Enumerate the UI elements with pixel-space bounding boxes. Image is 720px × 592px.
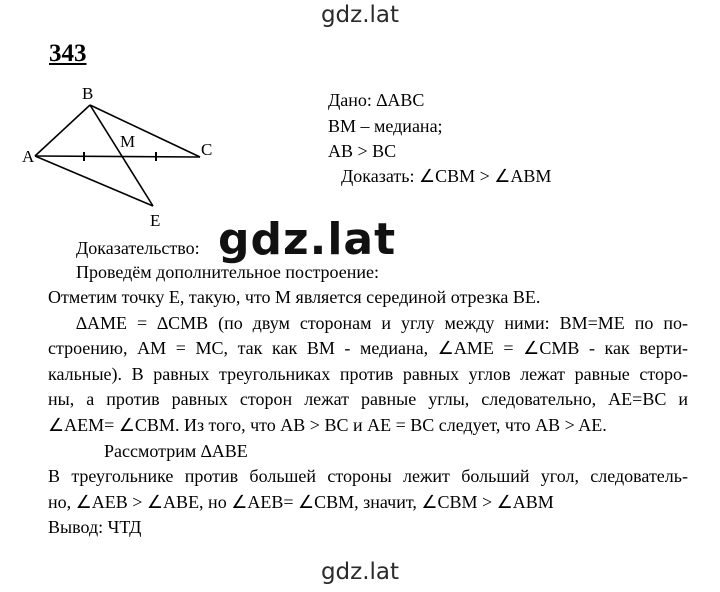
proof-line: ∠AEM= ∠CBM. Из того, что AB > BC и AE = BC следует, что AB > AE. <box>48 414 607 435</box>
side-ab <box>35 105 90 156</box>
watermark-center: gdz.lat <box>218 214 397 265</box>
label-m: M <box>120 132 136 151</box>
construction-line: Проведём дополнительное построение: <box>76 262 379 282</box>
given-line-2: BM – медиана; <box>328 116 443 136</box>
label-b: B <box>82 84 94 103</box>
proof-line: Отметим точку E, такую, что M является серединой отрезка BE. <box>48 287 541 307</box>
label-e: E <box>150 211 161 230</box>
proof-line: строению, AM = MC, так как BM - медиана, ∠AME = ∠CMB - как верти- <box>48 338 688 359</box>
given-line-1: Дано: ∆ABC <box>328 90 425 110</box>
proof-heading: Доказательство: <box>76 238 200 258</box>
proof-line: Вывод: ЧТД <box>48 517 142 538</box>
given-line-3: AB > BC <box>328 141 397 161</box>
proof-line: В треугольнике против большей стороны лежит больший угол, следователь- <box>48 466 688 487</box>
label-c: C <box>201 140 213 159</box>
segment-ae <box>35 156 153 206</box>
proof-line: ∆AME = ∆CMB (по двум сторонам и углу между ними: BM=ME по по- <box>76 312 688 333</box>
proof-line: кальные). В равных треугольниках против равных углов лежат равные сторо- <box>48 363 688 384</box>
proof-line: но, ∠AEB > ∠ABE, но ∠AEB= ∠CBM, значит, ∠CBM > ∠ABM <box>48 491 554 512</box>
label-a: A <box>22 147 35 166</box>
watermark-bottom: gdz.lat <box>320 559 400 585</box>
watermark-top: gdz.lat <box>320 2 400 28</box>
proof-line: Рассмотрим ∆ABE <box>104 440 248 461</box>
problem-number: 343 <box>49 40 87 67</box>
prove-statement: Доказать: ∠CBM > ∠ABM <box>341 166 552 186</box>
proof-line: ны, а против равных сторон лежат равные углы, следовательно, AE=BC и <box>48 389 688 410</box>
proof-body <box>48 285 688 541</box>
side-ac <box>35 156 200 157</box>
triangle-figure <box>20 80 250 236</box>
